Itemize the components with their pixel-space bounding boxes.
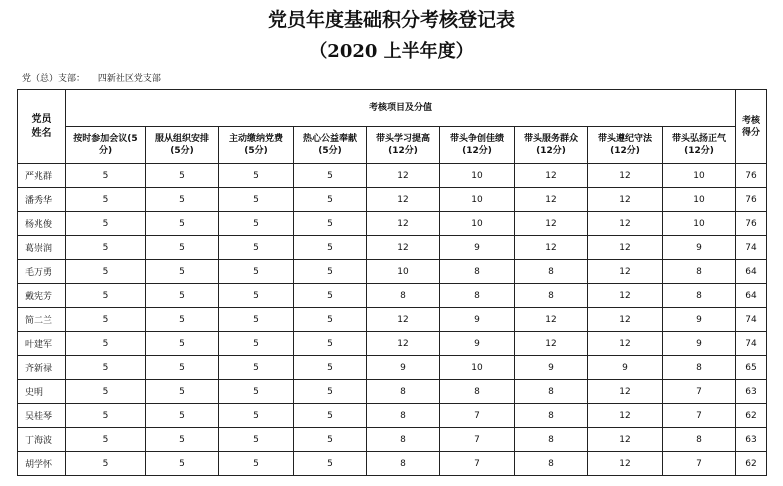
score-cell: 5 <box>146 260 219 284</box>
score-cell: 5 <box>219 428 294 452</box>
branch-name: 四新社区党支部 <box>97 74 161 84</box>
col-header-item <box>219 127 294 164</box>
total-score-cell: 74 <box>736 236 767 260</box>
score-cell: 12 <box>588 212 663 236</box>
col-header-item-line2: 分) <box>98 146 113 156</box>
score-cell: 5 <box>219 404 294 428</box>
score-cell: 8 <box>440 284 515 308</box>
score-cell: 10 <box>440 212 515 236</box>
score-cell: 5 <box>66 308 146 332</box>
score-cell: 8 <box>515 428 588 452</box>
score-cell: 7 <box>663 452 736 476</box>
score-cell: 5 <box>146 284 219 308</box>
score-cell: 8 <box>367 452 440 476</box>
score-cell: 10 <box>440 356 515 380</box>
score-cell: 5 <box>66 356 146 380</box>
score-cell: 12 <box>588 452 663 476</box>
score-cell: 10 <box>663 188 736 212</box>
col-header-item-line1: 按时参加会议(5 <box>73 134 138 144</box>
score-cell: 5 <box>294 236 367 260</box>
score-cell: 5 <box>294 380 367 404</box>
score-cell: 10 <box>440 164 515 188</box>
table-row <box>18 284 767 308</box>
member-name-cell: 简二兰 <box>18 308 66 332</box>
score-cell: 5 <box>146 308 219 332</box>
col-header-item-line1: 带头遵纪守法 <box>597 134 652 144</box>
score-cell: 8 <box>663 428 736 452</box>
score-cell: 5 <box>294 164 367 188</box>
score-cell: 12 <box>588 188 663 212</box>
score-cell: 5 <box>66 284 146 308</box>
score-cell: 5 <box>294 356 367 380</box>
score-cell: 8 <box>515 260 588 284</box>
score-cell: 5 <box>66 260 146 284</box>
score-cell: 8 <box>515 452 588 476</box>
score-cell: 5 <box>219 284 294 308</box>
score-cell: 5 <box>294 212 367 236</box>
table-row <box>18 308 767 332</box>
document-subtitle: （2020 上半年度） <box>309 41 474 62</box>
score-cell: 5 <box>66 332 146 356</box>
table-row <box>18 212 767 236</box>
score-table <box>17 89 767 476</box>
score-cell: 5 <box>219 452 294 476</box>
score-cell: 5 <box>219 356 294 380</box>
score-cell: 9 <box>588 356 663 380</box>
total-score-cell: 74 <box>736 308 767 332</box>
col-header-item-line1: 热心公益奉献 <box>302 134 357 144</box>
col-header-item <box>66 127 146 164</box>
col-header-score <box>736 90 767 164</box>
score-cell: 5 <box>294 332 367 356</box>
score-cell: 5 <box>219 260 294 284</box>
total-score-cell: 63 <box>736 380 767 404</box>
col-header-item-line2: (5分) <box>318 146 342 156</box>
score-cell: 8 <box>367 284 440 308</box>
score-cell: 12 <box>367 164 440 188</box>
branch-label: 党（总）支部： <box>22 74 86 84</box>
score-cell: 5 <box>66 428 146 452</box>
score-cell: 8 <box>367 428 440 452</box>
score-cell: 5 <box>219 380 294 404</box>
score-cell: 5 <box>294 284 367 308</box>
col-header-item <box>515 127 588 164</box>
score-cell: 8 <box>663 356 736 380</box>
member-name-cell: 齐新禄 <box>18 356 66 380</box>
col-header-item-line1: 带头弘扬正气 <box>672 134 727 144</box>
total-score-cell: 63 <box>736 428 767 452</box>
score-cell: 12 <box>588 284 663 308</box>
score-cell: 9 <box>440 308 515 332</box>
col-header-item <box>588 127 663 164</box>
table-row <box>18 404 767 428</box>
score-cell: 5 <box>294 308 367 332</box>
table-row <box>18 164 767 188</box>
score-cell: 5 <box>219 212 294 236</box>
col-header-name-line1: 党员 <box>31 113 52 125</box>
score-cell: 10 <box>663 164 736 188</box>
score-cell: 5 <box>146 380 219 404</box>
score-cell: 5 <box>294 404 367 428</box>
member-name-cell: 毛万勇 <box>18 260 66 284</box>
score-cell: 12 <box>515 164 588 188</box>
score-cell: 8 <box>663 260 736 284</box>
score-cell: 5 <box>66 236 146 260</box>
total-score-cell: 64 <box>736 284 767 308</box>
member-name-cell: 戴宪芳 <box>18 284 66 308</box>
score-cell: 5 <box>66 404 146 428</box>
score-cell: 5 <box>66 452 146 476</box>
score-cell: 12 <box>367 236 440 260</box>
col-header-item-line2: (12分) <box>610 146 640 156</box>
table-row <box>18 188 767 212</box>
score-cell: 8 <box>515 404 588 428</box>
col-header-name <box>18 90 66 164</box>
score-cell: 8 <box>663 284 736 308</box>
col-header-score-line1: 考核 <box>742 115 761 126</box>
score-cell: 8 <box>367 404 440 428</box>
table-row <box>18 380 767 404</box>
score-cell: 12 <box>367 188 440 212</box>
score-cell: 10 <box>440 188 515 212</box>
score-cell: 12 <box>367 332 440 356</box>
score-cell: 9 <box>663 308 736 332</box>
member-name-cell: 吴桂琴 <box>18 404 66 428</box>
table-row <box>18 428 767 452</box>
score-cell: 5 <box>146 236 219 260</box>
col-header-item-line1: 带头服务群众 <box>523 134 578 144</box>
score-cell: 12 <box>588 404 663 428</box>
col-header-item-line2: (12分) <box>462 146 492 156</box>
score-cell: 7 <box>663 380 736 404</box>
score-cell: 10 <box>367 260 440 284</box>
score-cell: 5 <box>146 428 219 452</box>
score-cell: 5 <box>294 260 367 284</box>
score-cell: 7 <box>440 404 515 428</box>
score-cell: 5 <box>66 212 146 236</box>
col-header-item-line1: 主动缴纳党费 <box>228 134 283 144</box>
score-cell: 12 <box>588 308 663 332</box>
score-cell: 7 <box>440 452 515 476</box>
score-cell: 5 <box>219 308 294 332</box>
col-header-item <box>294 127 367 164</box>
table-row <box>18 452 767 476</box>
total-score-cell: 62 <box>736 404 767 428</box>
score-cell: 8 <box>515 380 588 404</box>
score-cell: 5 <box>66 188 146 212</box>
score-cell: 5 <box>294 452 367 476</box>
score-cell: 5 <box>146 404 219 428</box>
score-cell: 9 <box>663 332 736 356</box>
table-row <box>18 260 767 284</box>
member-name-cell: 胡学怀 <box>18 452 66 476</box>
table-row <box>18 356 767 380</box>
score-cell: 12 <box>588 428 663 452</box>
total-score-cell: 76 <box>736 212 767 236</box>
score-cell: 5 <box>146 212 219 236</box>
score-cell: 12 <box>515 236 588 260</box>
score-cell: 5 <box>66 380 146 404</box>
score-cell: 12 <box>515 212 588 236</box>
score-cell: 8 <box>440 260 515 284</box>
score-cell: 5 <box>219 188 294 212</box>
score-cell: 12 <box>515 308 588 332</box>
col-header-item-line2: (12分) <box>536 146 566 156</box>
total-score-cell: 74 <box>736 332 767 356</box>
score-cell: 12 <box>588 260 663 284</box>
col-header-name-line2: 姓名 <box>31 127 52 139</box>
score-cell: 5 <box>294 428 367 452</box>
score-cell: 10 <box>663 212 736 236</box>
table-row <box>18 332 767 356</box>
score-cell: 5 <box>66 164 146 188</box>
table-row <box>18 236 767 260</box>
score-cell: 9 <box>515 356 588 380</box>
score-cell: 5 <box>146 356 219 380</box>
col-header-score-line2: 得分 <box>742 127 761 138</box>
score-cell: 9 <box>367 356 440 380</box>
col-header-item-line1: 服从组织安排 <box>154 134 209 144</box>
score-cell: 5 <box>146 188 219 212</box>
col-header-item-line2: (12分) <box>388 146 418 156</box>
total-score-cell: 76 <box>736 164 767 188</box>
col-group-header: 考核项目及分值 <box>66 90 736 127</box>
score-cell: 12 <box>588 236 663 260</box>
col-header-item <box>440 127 515 164</box>
score-cell: 12 <box>367 212 440 236</box>
total-score-cell: 76 <box>736 188 767 212</box>
member-name-cell: 杨兆俊 <box>18 212 66 236</box>
member-name-cell: 丁海波 <box>18 428 66 452</box>
score-cell: 5 <box>294 188 367 212</box>
score-cell: 12 <box>588 380 663 404</box>
score-cell: 7 <box>663 404 736 428</box>
score-cell: 12 <box>515 188 588 212</box>
score-cell: 12 <box>367 308 440 332</box>
document-title: 党员年度基础积分考核登记表 <box>267 9 515 31</box>
score-cell: 8 <box>440 380 515 404</box>
col-header-item-line1: 带头学习提高 <box>375 134 430 144</box>
score-cell: 9 <box>663 236 736 260</box>
total-score-cell: 65 <box>736 356 767 380</box>
score-cell: 5 <box>219 236 294 260</box>
col-header-item-line2: (5分) <box>170 146 194 156</box>
score-cell: 12 <box>515 332 588 356</box>
score-cell: 8 <box>367 380 440 404</box>
col-header-item <box>367 127 440 164</box>
total-score-cell: 62 <box>736 452 767 476</box>
col-header-item <box>663 127 736 164</box>
branch-line <box>22 72 161 86</box>
score-cell: 7 <box>440 428 515 452</box>
member-name-cell: 史明 <box>18 380 66 404</box>
col-header-item-line1: 带头争创佳绩 <box>449 134 504 144</box>
score-cell: 9 <box>440 332 515 356</box>
score-cell: 5 <box>219 332 294 356</box>
col-header-item-line2: (5分) <box>244 146 268 156</box>
member-name-cell: 严兆群 <box>18 164 66 188</box>
member-name-cell: 叶建军 <box>18 332 66 356</box>
score-cell: 12 <box>588 164 663 188</box>
member-name-cell: 葛崇润 <box>18 236 66 260</box>
score-cell: 12 <box>588 332 663 356</box>
score-cell: 5 <box>146 164 219 188</box>
score-cell: 9 <box>440 236 515 260</box>
score-cell: 5 <box>146 452 219 476</box>
col-header-item <box>146 127 219 164</box>
score-cell: 8 <box>515 284 588 308</box>
score-cell: 5 <box>146 332 219 356</box>
total-score-cell: 64 <box>736 260 767 284</box>
score-cell: 5 <box>219 164 294 188</box>
col-header-item-line2: (12分) <box>684 146 714 156</box>
member-name-cell: 潘秀华 <box>18 188 66 212</box>
